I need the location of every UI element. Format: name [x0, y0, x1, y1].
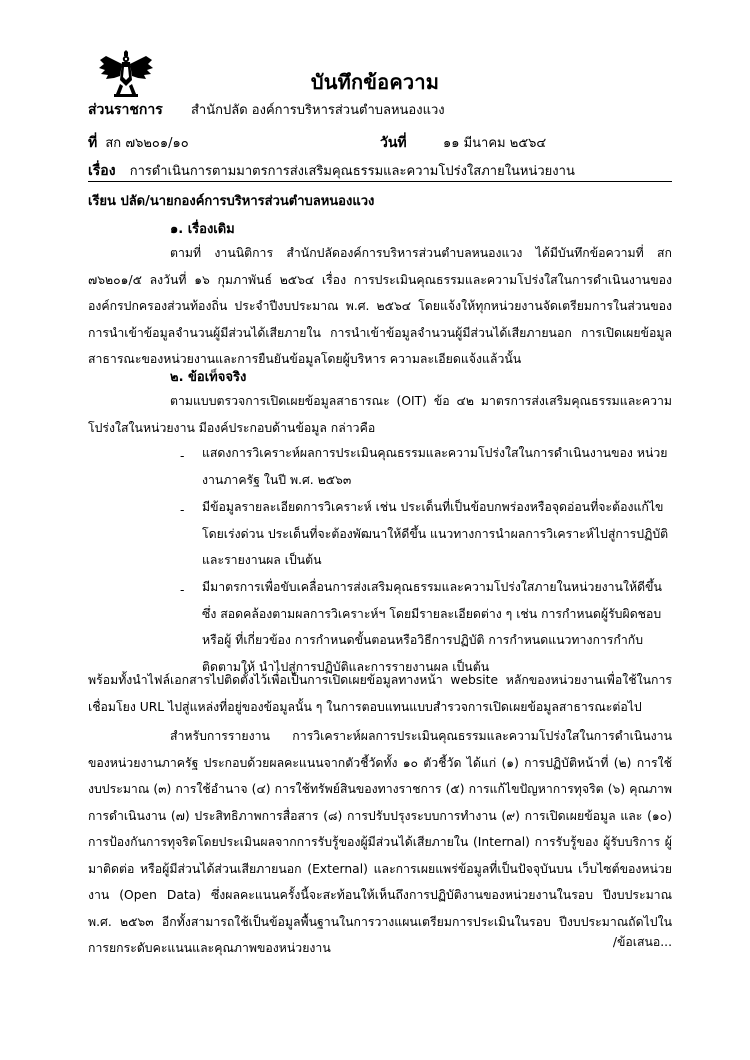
- bullet-marker: -: [180, 503, 185, 517]
- header-divider: [88, 181, 672, 182]
- agency-line: [88, 100, 445, 121]
- subject-label: เรื่อง: [88, 163, 116, 179]
- bullet-marker: -: [180, 449, 185, 463]
- report-paragraph: สำหรับการรายงาน การวิเคราะห์ผลการประเมินคุณธรรมและความโปร่งใสในการดำเนินงาน ของหน่วยงานภาครัฐ ประกอบด้วยผลคะแนนจากตัวชี้วัดทั้ง ๑๐ ตัวชี้วัด ได้แก่ (๑) การปฏิบัติหน้าที่ (๒) การใช้ งบประมาณ (๓) การใช้อำนาจ (๔) การใช้ทรัพย์สินของทางราชการ (๕) การแก้ไขปัญหาการทุจริต (๖) คุณภาพ การดำเนินงาน (๗) ประสิทธิภาพการสื่อสาร (๘) การปรับปรุงระบบการทำงาน (๙) การเปิดเผยข้อมูล และ (๑๐) การป้องกันการทุจริตโดยประเมินผลจากการรับรู้ของผู้มีส่วนได้เสียภายใน (Internal) การรับรู้ของ ผู้รับบริการ ผู้มาติดต่อ หรือผู้มีส่วนได้ส่วนเสียภายนอก (External) และการเผยแพร่ข้อมูลที่เป็นปัจจุบันบน เว็บไซต์ของหน่วยงาน (Open Data) ซึ่งผลคะแนนครั้งนี้จะสะท้อนให้เห็นถึงการปฏิบัติงานของหน่วยงานในรอบ ปีงบประมาณ พ.ศ. ๒๕๖๓ อีกทั้งสามารถใช้เป็นข้อมูลพื้นฐานในการวางแผนเตรียมการประเมินในรอบ ปีงบประมาณถัดไปในการยกระดับคะแนนและคุณภาพของหน่วยงาน: [88, 729, 672, 955]
- section-1-body: ตามที่ งานนิติการ สำนักปลัดองค์การบริหารส่วนตำบลหนองแวง ได้มีบันทึกข้อความที่ สก ๗๖๒๐๑/๕ ลงวันที่ ๑๖ กุมภาพันธ์ ๒๕๖๔ เรื่อง การประเมินคุณธรรมและความโปร่งใสในการดำเนินงานของ องค์กรปกครองส่วนท้องถิ่น ประจำปีงบประมาณ พ.ศ. ๒๕๖๔ โดยแจ้งให้ทุกหน่วยงานจัดเตรียมการในส่วนของ การนำเข้าข้อมูลจำนวนผู้มีส่วนได้เสียภายใน การนำเข้าข้อมูลจำนวนผู้มีส่วนได้เสียภายนอก การเปิดเผยข้อมูล สาธารณะของหน่วยงานและการยืนยันข้อมูลโดยผู้บริหาร ความละเอียดแจ้งแล้วนั้น: [88, 246, 672, 366]
- date-value: ๑๑ มีนาคม ๒๕๖๔: [442, 136, 547, 151]
- date-line: [380, 133, 546, 154]
- section-1-heading: ๑. เรื่องเดิม: [170, 222, 235, 237]
- bullet-item: มีมาตรการเพื่อขับเคลื่อนการส่งเสริมคุณธรรมและความโปร่งใสภายในหน่วยงานให้ดีขึ้น ซึ่ง สอดคล้องตามผลการวิเคราะห์ฯ โดยมีรายละเอียดต่าง ๆ เช่น การกำหนดผู้รับผิดชอบหรือผู้ ที่เกี่ยวข้อง การกำหนดขั้นตอนหรือวิธีการปฏิบัติ การกำหนดแนวทางการกำกับติดตามให้ นำไปสู่การปฏิบัติและการรายงานผล เป็นต้น: [202, 580, 662, 674]
- salutation: เรียน ปลัด/นายกองค์การบริหารส่วนตำบลหนองแวง: [88, 194, 375, 209]
- subject-line: [88, 161, 575, 182]
- attachment-paragraph: พร้อมทั้งนำไฟล์เอกสารไปติดตั้งไว้เพื่อเป็นการเปิดเผยข้อมูลทางหน้า website หลักของหน่วยงานเพื่อใช้ในการ เชื่อมโยง URL ไปสู่แหล่งที่อยู่ของข้อมูลนั้น ๆ ในการตอบแทนแบบสำรวจการเปิดเผยข้อมูลสาธารณะต่อไป: [88, 673, 672, 714]
- date-label: วันที่: [380, 135, 407, 151]
- section-2-body: ตามแบบตรวจการเปิดเผยข้อมูลสาธารณะ (OIT) ข้อ ๔๒ มาตรการส่งเสริมคุณธรรมและความ โปร่งใสในหน่วยงาน มีองค์ประกอบด้านข้อมูล กล่าวคือ: [88, 394, 672, 435]
- continued-marker: /ข้อเสนอ...: [612, 935, 672, 949]
- document-title: บันทึกข้อความ: [310, 70, 440, 94]
- subject-value: การดำเนินการตามมาตรการส่งเสริมคุณธรรมและความโปร่งใสภายในหน่วยงาน: [129, 164, 575, 179]
- ref-label: ที่: [88, 135, 98, 151]
- ref-line: [88, 133, 189, 154]
- bullet-item: แสดงการวิเคราะห์ผลการประเมินคุณธรรมและความโปร่งใสในการดำเนินงานของ หน่วยงานภาครัฐ ในปี พ.ศ. ๒๕๖๓: [202, 446, 668, 487]
- section-2-heading: ๒. ข้อเท็จจริง: [170, 370, 247, 385]
- bullet-marker: -: [180, 583, 185, 597]
- bullet-item: มีข้อมูลรายละเอียดการวิเคราะห์ เช่น ประเด็นที่เป็นข้อบกพร่องหรือจุดอ่อนที่จะต้องแก้ไข โดยเร่งด่วน ประเด็นที่จะต้องพัฒนาให้ดีขึ้น แนวทางการนำผลการวิเคราะห์ไปสู่การปฏิบัติ และรายงานผล เป็นต้น: [202, 500, 669, 567]
- ref-value: สก ๗๖๒๐๑/๑๐: [105, 136, 189, 151]
- agency-value: สำนักปลัด องค์การบริหารส่วนตำบลหนองแวง: [191, 103, 445, 118]
- agency-label: ส่วนราชการ: [88, 102, 163, 118]
